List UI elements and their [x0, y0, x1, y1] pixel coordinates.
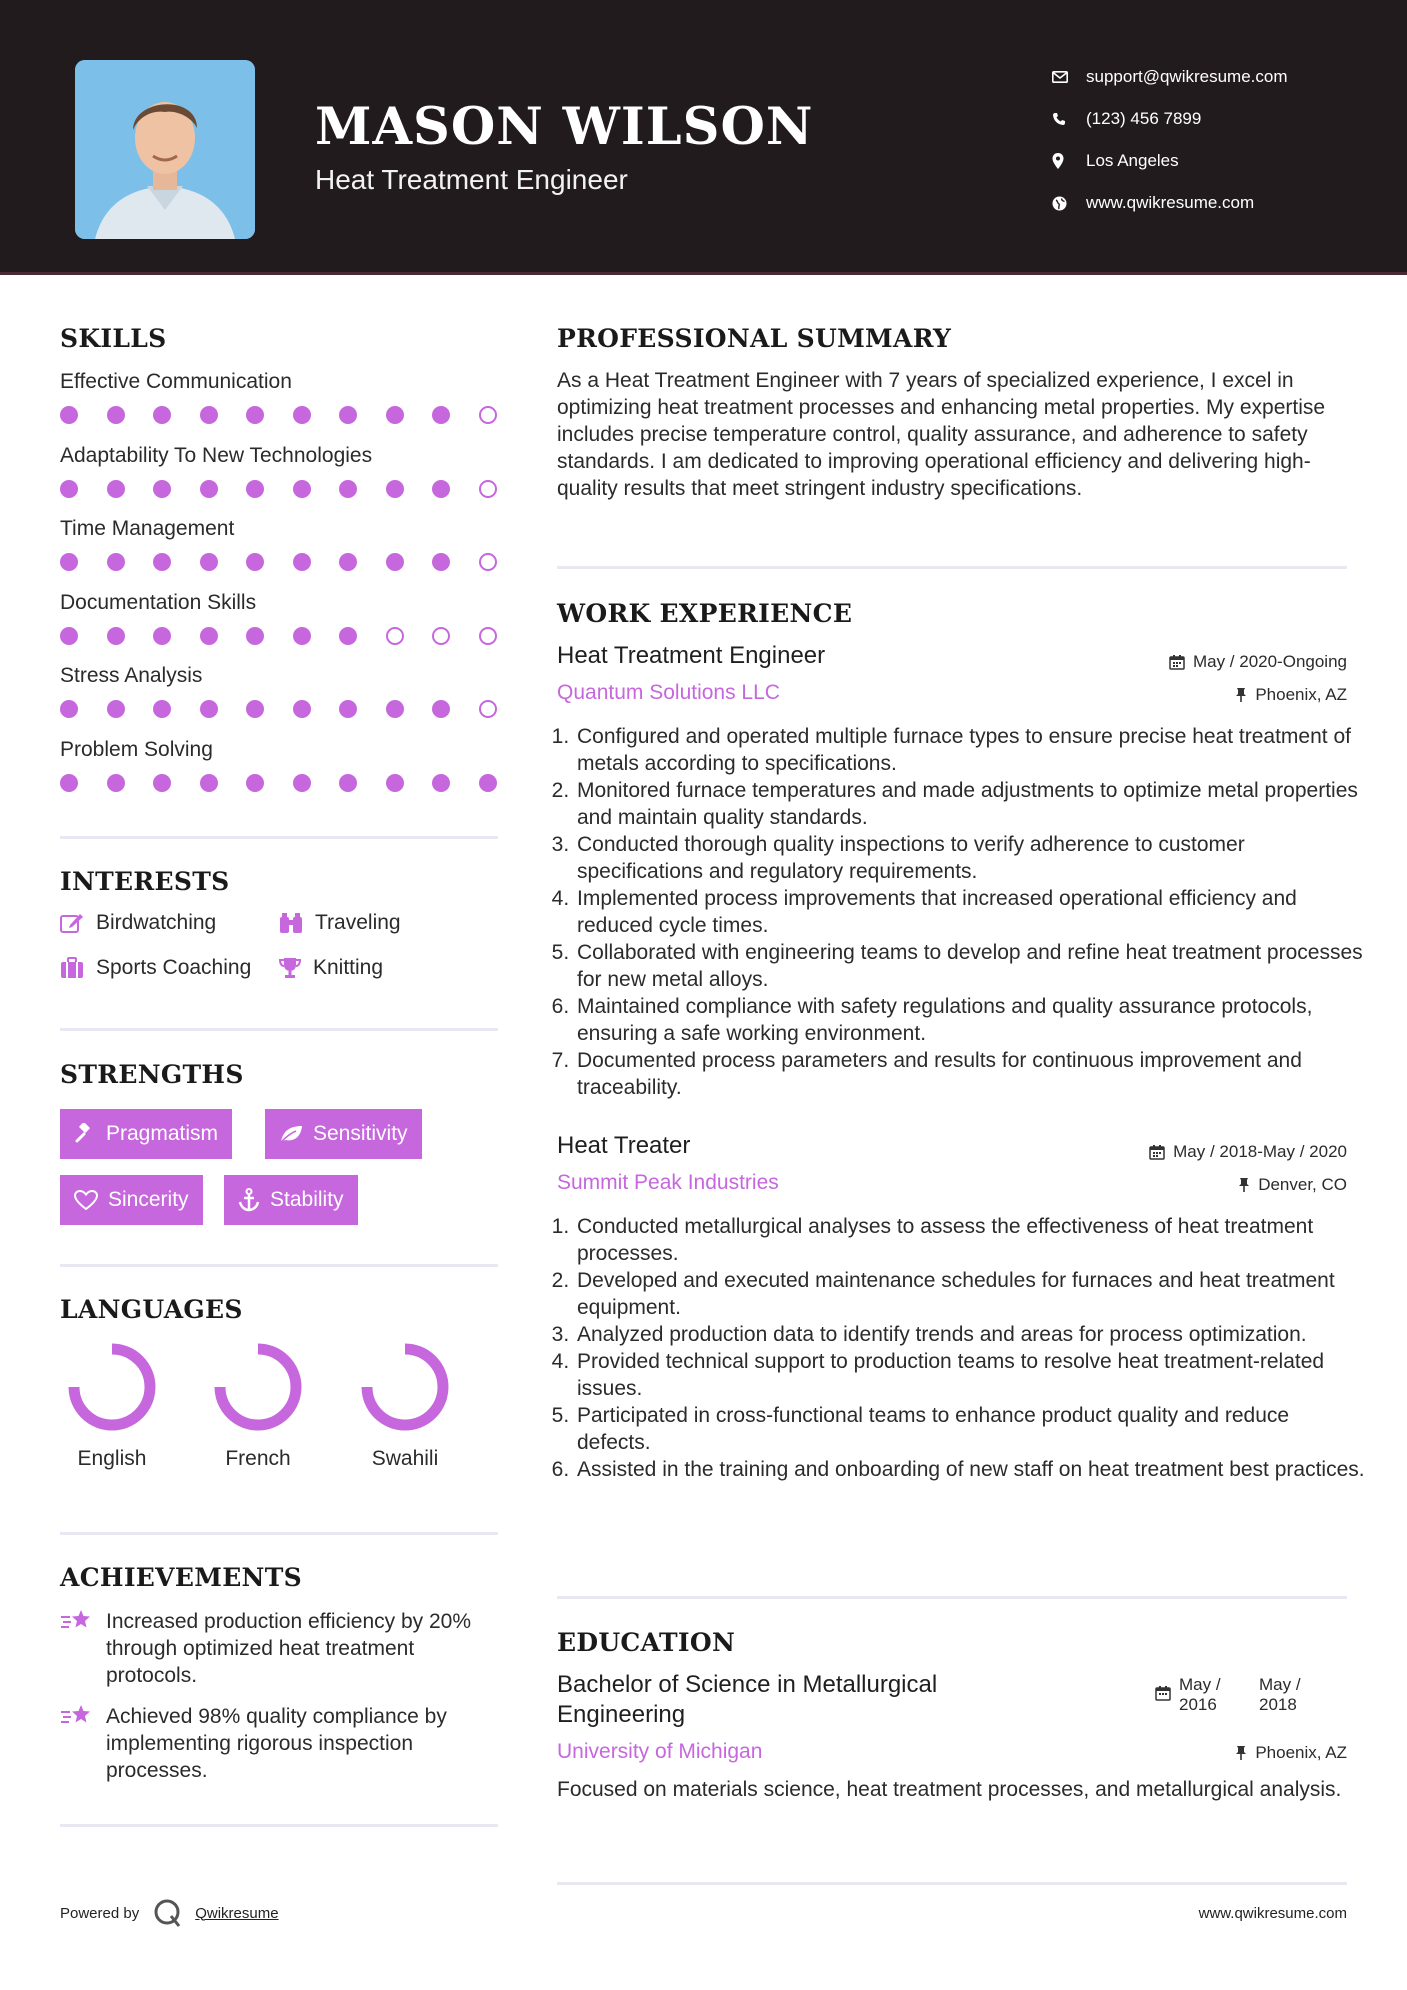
skill-name: Stress Analysis — [60, 664, 203, 687]
job-location — [1235, 685, 1347, 705]
language-name: English — [77, 1447, 147, 1470]
contact-location-text: Los Angeles — [1086, 151, 1179, 170]
job-title: Heat Treater — [557, 1132, 691, 1159]
rating-dot-filled — [386, 700, 404, 718]
interest-traveling — [279, 911, 401, 935]
language-arc — [367, 1349, 443, 1425]
edu-end-month: May / — [1259, 1675, 1301, 1694]
rating-dot-filled — [200, 553, 218, 571]
education-heading: EDUCATION — [557, 1628, 736, 1657]
rating-dot-filled — [339, 700, 357, 718]
phone-icon — [1052, 110, 1086, 128]
strength-label: Stability — [270, 1188, 344, 1211]
job-dates-text: May / 2018-May / 2020 — [1173, 1142, 1347, 1161]
rating-dot-filled — [200, 774, 218, 792]
edu-end-year: 2018 — [1259, 1695, 1297, 1714]
language-proficiency-ring — [47, 1340, 177, 1436]
interest-birdwatching — [60, 911, 216, 935]
pencil-square-icon — [60, 912, 84, 934]
rating-dot-filled — [153, 700, 171, 718]
skill-rating — [60, 552, 500, 572]
job-bullet: 4. Implemented process improvements that increased operational efficiency and reduced cycle times. — [575, 885, 1365, 939]
contact-website-text: www.qwikresume.com — [1086, 193, 1255, 212]
edu-start-month: May / — [1179, 1675, 1221, 1694]
pushpin-icon — [1235, 687, 1247, 703]
rating-dot-filled — [246, 406, 264, 424]
rating-dot-filled — [200, 480, 218, 498]
rating-dot-filled — [153, 553, 171, 571]
interest-sports-coaching — [60, 956, 251, 980]
languages-heading: LANGUAGES — [60, 1295, 243, 1324]
rating-dot-filled — [293, 553, 311, 571]
briefcase-icon — [60, 957, 84, 979]
company-name: Summit Peak Industries — [557, 1171, 779, 1194]
job-bullet: 6. Assisted in the training and onboarding of new staff on heat treatment best practices. — [575, 1456, 1365, 1483]
leaf-icon — [279, 1124, 303, 1144]
rating-dot-filled — [432, 480, 450, 498]
contact-email[interactable] — [1052, 56, 1288, 98]
strength-chip-stability — [224, 1175, 358, 1225]
rating-dot-empty — [479, 627, 497, 645]
achievement-item — [60, 1703, 500, 1784]
pushpin-icon — [1235, 1745, 1247, 1761]
rating-dot-empty — [479, 480, 497, 498]
interests-heading: INTERESTS — [60, 867, 230, 896]
rating-dot-filled — [246, 480, 264, 498]
anchor-icon — [238, 1188, 260, 1212]
strength-chip-pragmatism — [60, 1109, 232, 1159]
rating-dot-empty — [386, 627, 404, 645]
language-item — [193, 1340, 323, 1471]
location-pin-icon — [1052, 152, 1086, 170]
rating-dot-filled — [107, 774, 125, 792]
globe-icon — [1052, 194, 1086, 212]
skill-rating — [60, 699, 500, 719]
envelope-icon — [1052, 68, 1086, 86]
rating-dot-filled — [153, 480, 171, 498]
job-bullet: 2. Monitored furnace temperatures and made adjustments to optimize metal properties and maintain quality standards. — [575, 777, 1365, 831]
divider — [60, 1264, 498, 1267]
strength-label: Sensitivity — [313, 1122, 408, 1145]
rating-dot-filled — [107, 480, 125, 498]
edu-start — [1179, 1675, 1259, 1715]
achievement-text: Achieved 98% quality compliance by implementing rigorous inspection processes. — [106, 1705, 447, 1782]
rating-dot-filled — [386, 553, 404, 571]
rating-dot-filled — [60, 774, 78, 792]
rating-dot-filled — [339, 406, 357, 424]
pushpin-icon — [1238, 1177, 1250, 1193]
rating-dot-filled — [107, 553, 125, 571]
rating-dot-filled — [60, 480, 78, 498]
rating-dot-filled — [246, 700, 264, 718]
calendar-icon — [1169, 654, 1185, 670]
interest-label: Sports Coaching — [96, 956, 252, 979]
divider — [60, 836, 498, 839]
skill-name: Documentation Skills — [60, 590, 257, 614]
calendar-icon — [1149, 1144, 1165, 1160]
interest-label: Birdwatching — [96, 911, 217, 934]
edu-start-year: 2016 — [1179, 1695, 1217, 1714]
candidate-role: Heat Treatment Engineer — [315, 164, 628, 195]
rating-dot-filled — [339, 480, 357, 498]
interest-knitting — [279, 956, 383, 980]
job-bullet: 4. Provided technical support to production teams to resolve heat treatment-related issues. — [575, 1348, 1365, 1402]
job-bullets — [557, 723, 1365, 1101]
rating-dot-filled — [386, 774, 404, 792]
achievements-heading: ACHIEVEMENTS — [60, 1563, 302, 1592]
achievement-text: Increased production efficiency by 20% through optimized heat treatment protocols. — [106, 1610, 471, 1687]
rating-dot-filled — [246, 774, 264, 792]
binoculars-icon — [279, 912, 303, 934]
divider — [60, 1532, 498, 1535]
language-item — [47, 1340, 177, 1471]
language-arc — [74, 1349, 150, 1425]
rating-dot-filled — [107, 406, 125, 424]
contact-phone[interactable] — [1052, 98, 1288, 140]
divider — [557, 1882, 1347, 1885]
rating-dot-filled — [153, 774, 171, 792]
strength-chip-sensitivity — [265, 1109, 422, 1159]
contact-list — [1052, 56, 1288, 224]
qwikresume-logo-icon — [153, 1898, 183, 1928]
rating-dot-filled — [386, 406, 404, 424]
job-location — [1238, 1175, 1347, 1195]
job-title: Heat Treatment Engineer — [557, 642, 826, 669]
shooting-star-icon — [60, 1608, 94, 1634]
skill-name: Adaptability To New Technologies — [60, 443, 373, 467]
experience-heading: WORK EXPERIENCE — [557, 599, 853, 628]
skill-rating — [60, 405, 500, 425]
job-bullet: 5. Participated in cross-functional teams to enhance product quality and reduce defects. — [575, 1402, 1365, 1456]
rating-dot-empty — [432, 627, 450, 645]
rating-dot-filled — [60, 627, 78, 645]
strength-label: Sincerity — [108, 1188, 189, 1211]
contact-website[interactable] — [1052, 182, 1288, 224]
rating-dot-filled — [432, 553, 450, 571]
job-bullet: 1. Conducted metallurgical analyses to assess the effectiveness of heat treatment processes. — [575, 1213, 1365, 1267]
divider — [557, 566, 1347, 569]
job-location-text: Denver, CO — [1258, 1175, 1347, 1194]
language-arc — [220, 1349, 296, 1425]
rating-dot-filled — [293, 406, 311, 424]
rating-dot-empty — [479, 553, 497, 571]
job-location-text: Phoenix, AZ — [1255, 685, 1347, 704]
language-name: Swahili — [371, 1447, 439, 1470]
job-bullet: 6. Maintained compliance with safety regulations and quality assurance protocols, ensuring a safe working environment. — [575, 993, 1365, 1047]
candidate-name: MASON WILSON — [315, 97, 814, 157]
edu-end — [1259, 1675, 1301, 1715]
rating-dot-filled — [339, 627, 357, 645]
rating-dot-filled — [153, 627, 171, 645]
job-bullet: 2. Developed and executed maintenance schedules for furnaces and heat treatment equipment. — [575, 1267, 1365, 1321]
company-name: Quantum Solutions LLC — [557, 681, 780, 704]
rating-dot-filled — [153, 406, 171, 424]
rating-dot-empty — [479, 406, 497, 424]
achievement-item — [60, 1608, 500, 1689]
job-bullet: 3. Analyzed production data to identify trends and areas for process optimization. — [575, 1321, 1365, 1348]
contact-email-text: support@qwikresume.com — [1086, 67, 1288, 86]
skills-heading: SKILLS — [60, 324, 167, 353]
skill-name: Time Management — [60, 517, 235, 540]
degree-line: Bachelor of Science in Metallurgical — [557, 1671, 938, 1698]
heart-icon — [74, 1190, 98, 1211]
language-proficiency-ring — [340, 1340, 470, 1436]
education-description: Focused on materials science, heat treatment processes, and metallurgical analysis. — [557, 1778, 1342, 1801]
rating-dot-filled — [293, 480, 311, 498]
rating-dot-filled — [107, 627, 125, 645]
rating-dot-filled — [432, 406, 450, 424]
job-dates — [1149, 1142, 1347, 1162]
rating-dot-filled — [200, 406, 218, 424]
rating-dot-filled — [293, 627, 311, 645]
education-location-text: Phoenix, AZ — [1255, 1743, 1347, 1762]
footer-powered-by — [60, 1898, 279, 1928]
job-dates — [1169, 652, 1347, 672]
rating-dot-filled — [60, 406, 78, 424]
rating-dot-filled — [293, 774, 311, 792]
rating-dot-filled — [432, 774, 450, 792]
job-bullets — [557, 1213, 1365, 1483]
rating-dot-filled — [107, 700, 125, 718]
interest-label: Traveling — [315, 911, 401, 934]
resume-header — [0, 0, 1407, 275]
divider — [557, 1596, 1347, 1599]
rating-dot-filled — [293, 700, 311, 718]
rating-dot-filled — [339, 553, 357, 571]
footer-url[interactable]: www.qwikresume.com — [1198, 1905, 1347, 1922]
rating-dot-filled — [386, 480, 404, 498]
rating-dot-filled — [479, 774, 497, 792]
rating-dot-filled — [200, 627, 218, 645]
interest-label: Knitting — [313, 956, 384, 979]
profile-photo — [75, 60, 255, 239]
calendar-icon — [1155, 1685, 1171, 1701]
rating-dot-filled — [339, 774, 357, 792]
language-item — [340, 1340, 470, 1471]
job-bullet: 5. Collaborated with engineering teams to develop and refine heat treatment processes for new metal alloys. — [575, 939, 1365, 993]
skill-rating — [60, 773, 500, 793]
strength-label: Pragmatism — [106, 1122, 219, 1145]
education-location — [1235, 1743, 1347, 1763]
summary-heading: PROFESSIONAL SUMMARY — [557, 324, 952, 353]
language-proficiency-ring — [193, 1340, 323, 1436]
rating-dot-filled — [246, 553, 264, 571]
job-dates-text: May / 2020-Ongoing — [1192, 652, 1347, 671]
gavel-icon — [74, 1123, 96, 1145]
degree-line: Engineering — [557, 1701, 686, 1728]
divider — [60, 1824, 498, 1827]
skill-rating — [60, 479, 500, 499]
powered-by-text: Powered by — [60, 1904, 140, 1922]
strengths-heading: STRENGTHS — [60, 1060, 244, 1089]
qwikresume-link[interactable]: Qwikresume — [195, 1904, 279, 1922]
rating-dot-filled — [246, 627, 264, 645]
degree-title — [557, 1670, 937, 1730]
contact-location — [1052, 140, 1288, 182]
contact-phone-text: (123) 456 7899 — [1086, 109, 1202, 128]
education-dates — [1155, 1675, 1301, 1715]
rating-dot-filled — [200, 700, 218, 718]
school-name: University of Michigan — [557, 1740, 763, 1763]
job-bullet: 3. Conducted thorough quality inspections to verify adherence to customer specifications and regulatory requirements. — [575, 831, 1365, 885]
rating-dot-empty — [479, 700, 497, 718]
trophy-icon — [279, 957, 301, 979]
shooting-star-icon — [60, 1703, 94, 1729]
job-bullet: 7. Documented process parameters and results for continuous improvement and traceability. — [575, 1047, 1365, 1101]
rating-dot-filled — [432, 700, 450, 718]
job-bullet: 1. Configured and operated multiple furnace types to ensure precise heat treatment of metals according to specifications. — [575, 723, 1365, 777]
summary-text: As a Heat Treatment Engineer with 7 years of specialized experience, I excel in optimizing heat treatment processes and enhancing metal properties. My expertise includes precise temperature control, quality assurance, and adherence to safety standards. I am dedicated to improving operational efficiency and delivering high-quality results that meet stringent industry specifications. — [557, 369, 1326, 500]
skill-name: Effective Communication — [60, 370, 292, 393]
skill-name: Problem Solving — [60, 737, 213, 761]
rating-dot-filled — [60, 700, 78, 718]
strength-chip-sincerity — [60, 1175, 203, 1225]
skill-rating — [60, 626, 500, 646]
language-name: French — [225, 1447, 291, 1470]
rating-dot-filled — [60, 553, 78, 571]
divider — [60, 1028, 498, 1031]
